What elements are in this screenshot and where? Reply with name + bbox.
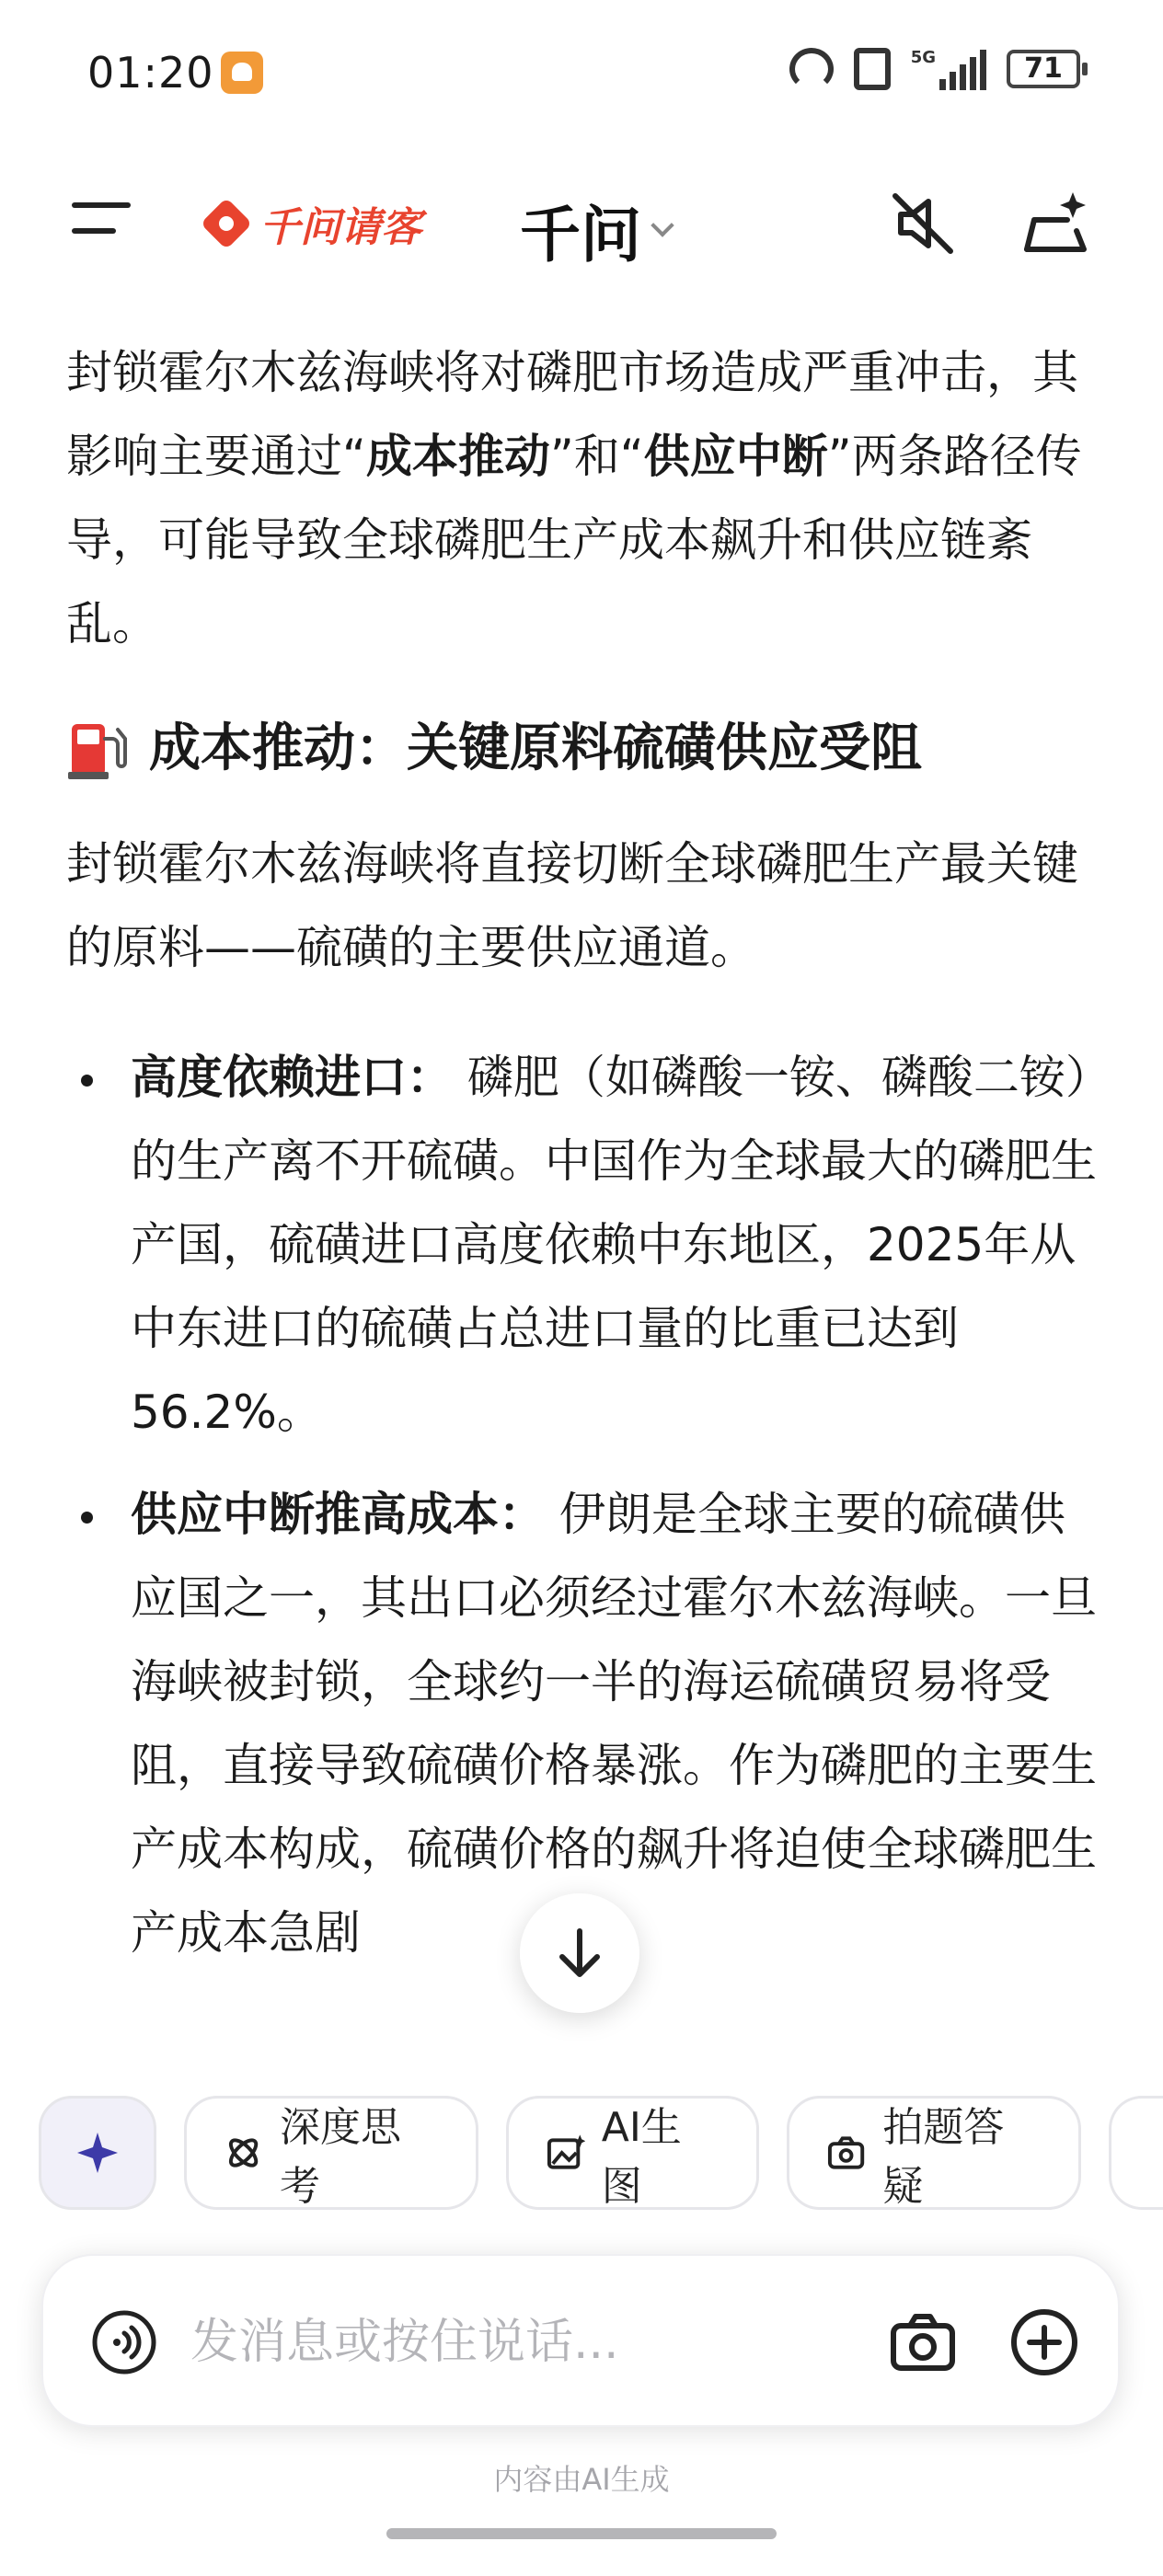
quick-action-chips bbox=[39, 2096, 1163, 2210]
brand-text: 千问请客 bbox=[259, 204, 421, 251]
ai-assistant-chip[interactable] bbox=[39, 2096, 156, 2210]
scroll-to-bottom-button[interactable] bbox=[520, 1893, 639, 2013]
brand-logo-icon bbox=[201, 196, 256, 251]
section-intro: 封锁霍尔木兹海峡将直接切断全球磷肥生产最关键的原料——硫磺的主要供应通道。 bbox=[66, 837, 1078, 974]
vibrate-icon bbox=[854, 48, 891, 90]
bullet-label: 供应中断推高成本： bbox=[131, 1488, 545, 1541]
chip-label: 拍题答疑 bbox=[882, 2104, 1005, 2210]
image-sparkle-icon bbox=[546, 2133, 585, 2173]
section-heading bbox=[66, 703, 1106, 795]
bullet-list bbox=[66, 1036, 1106, 1975]
sparkle-ai-icon bbox=[72, 2127, 123, 2179]
more-chip[interactable] bbox=[1109, 2096, 1163, 2210]
page-title: 千问 bbox=[520, 200, 641, 270]
answer-content bbox=[66, 331, 1106, 1994]
ai-disclaimer: 内容由AI生成 bbox=[493, 2462, 670, 2497]
model-selector[interactable] bbox=[520, 186, 671, 273]
bullet-text: 磷肥（如磷酸一铵、磷酸二铵）的生产离不开硫磺。中国作为全球最大的磷肥生产国，硫磺进口高度依赖中东地区，2025年从中东进口的硫磺占总进口量的比重已达到56.2%。 bbox=[131, 1051, 1097, 1439]
atom-icon bbox=[224, 2133, 263, 2173]
menu-icon[interactable] bbox=[72, 202, 136, 239]
battery-indicator: 71 bbox=[1007, 50, 1080, 88]
new-chat-sparkle-icon[interactable] bbox=[1019, 189, 1093, 259]
ai-image-chip[interactable] bbox=[506, 2096, 760, 2210]
app-header bbox=[0, 166, 1163, 276]
message-input-bar bbox=[41, 2254, 1120, 2427]
signal-icon bbox=[911, 48, 986, 90]
notification-app-icon bbox=[221, 52, 263, 94]
bullet-text: 伊朗是全球主要的硫磺供应国之一，其出口必须经过霍尔木兹海峡。一旦海峡被封锁，全球约一半的海运硫磺贸易将受阻，直接导致硫磺价格暴涨。作为磷肥的主要生产成本构成，硫磺价格的飙升将迫使全球磷肥生产成本急剧 bbox=[131, 1488, 1097, 1960]
message-input[interactable] bbox=[190, 2293, 871, 2392]
speaker-mute-icon[interactable] bbox=[888, 189, 958, 259]
camera-icon bbox=[826, 2133, 866, 2173]
photo-question-chip[interactable] bbox=[787, 2096, 1081, 2210]
chevron-down-icon bbox=[651, 213, 674, 236]
plus-circle-icon[interactable] bbox=[1009, 2307, 1079, 2377]
chip-label: 深度思考 bbox=[279, 2104, 401, 2210]
arrow-down-icon bbox=[555, 1926, 605, 1981]
chip-label: AI生图 bbox=[601, 2104, 682, 2210]
home-indicator[interactable] bbox=[386, 2528, 777, 2539]
status-time: 01:20 bbox=[87, 48, 214, 98]
section-title: 成本推动：关键原料硫磺供应受阻 bbox=[149, 719, 922, 778]
voice-input-icon[interactable] bbox=[91, 2309, 157, 2375]
promo-brand-logo[interactable] bbox=[201, 191, 421, 256]
camera-icon[interactable] bbox=[888, 2307, 958, 2377]
status-bar bbox=[0, 0, 1163, 138]
fuel-pump-icon bbox=[66, 717, 131, 781]
deep-think-chip[interactable] bbox=[184, 2096, 478, 2210]
network-type: 5G bbox=[910, 48, 936, 67]
list-item bbox=[66, 1036, 1106, 1455]
bullet-label: 高度依赖进口： bbox=[131, 1051, 453, 1104]
status-icons bbox=[789, 48, 1080, 90]
speed-icon bbox=[789, 48, 834, 90]
intro-paragraph: 封锁霍尔木兹海峡将对磷肥市场造成严重冲击，其影响主要通过“成本推动”和“供应中断”两条路径传导，可能导致全球磷肥生产成本飙升和供应链紊乱。 bbox=[66, 346, 1082, 650]
